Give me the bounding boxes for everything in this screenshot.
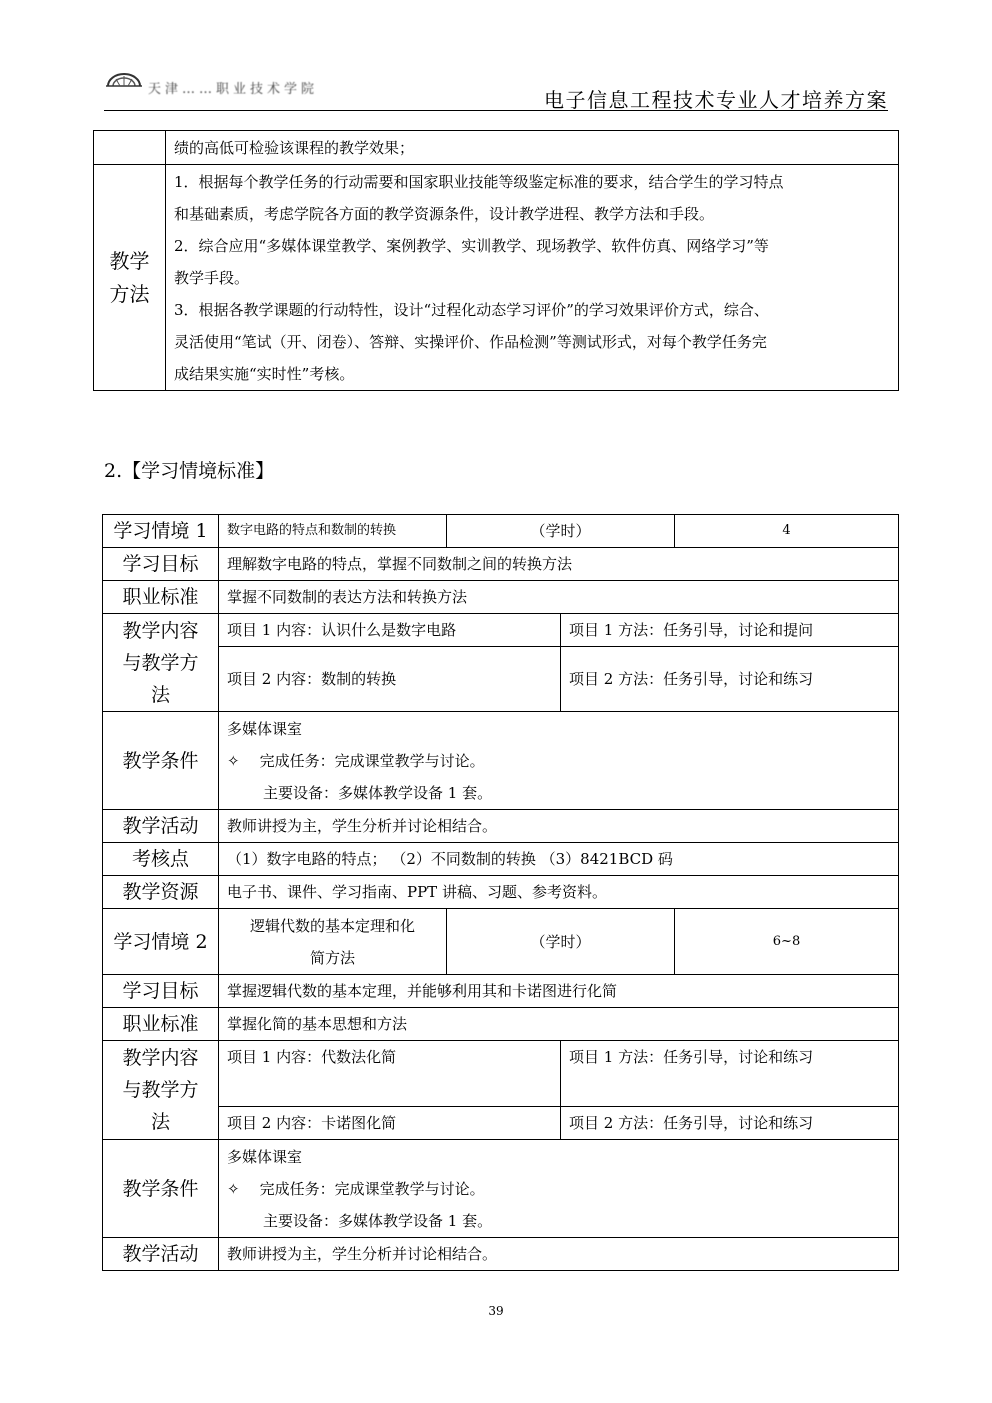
method-line: 教学手段。 (174, 268, 250, 287)
situation-1-hours-label: （学时） (447, 515, 675, 548)
table-row (103, 548, 899, 581)
teaching-method-label: 教学 方法 (94, 165, 166, 391)
situation-1-hours: 4 (675, 515, 899, 548)
situation-2-header-row (103, 909, 899, 975)
method-line: 成结果实施“实时性”考核。 (174, 364, 355, 383)
table-row (103, 1008, 899, 1041)
condition-room: 多媒体课室 (227, 1147, 303, 1166)
item-1-method: 项目 1 方法：任务引导，讨论和提问 (561, 614, 899, 647)
activity-label: 教学活动 (103, 810, 219, 843)
conditions-label: 教学条件 (103, 712, 219, 810)
goal-label: 学习目标 (103, 548, 219, 581)
header-rule (104, 110, 888, 111)
assessment-text: （1）数字电路的特点； （2）不同数制的转换 （3）8421BCD 码 (219, 843, 899, 876)
standard-text: 掌握化简的基本思想和方法 (219, 1008, 899, 1041)
item-1-content: 项目 1 内容：认识什么是数字电路 (219, 614, 561, 647)
method-line: 3．根据各教学课题的行动特性，设计“过程化动态学习评价”的学习效果评价方式，综合、 (174, 300, 769, 319)
item-2-content: 项目 2 内容：数制的转换 (219, 647, 561, 712)
table-row (103, 1107, 899, 1140)
table-row (94, 131, 899, 165)
page-number: 39 (488, 1304, 504, 1318)
situation-2-hours-label: （学时） (447, 909, 675, 975)
item-1-method: 项目 1 方法：任务引导，讨论和练习 (561, 1041, 899, 1107)
method-line: 1．根据每个教学任务的行动需要和国家职业技能等级鉴定标准的要求，结合学生的学习特点 (174, 172, 784, 191)
item-2-method: 项目 2 方法：任务引导，讨论和练习 (561, 1107, 899, 1140)
conditions-label: 教学条件 (103, 1140, 219, 1238)
situation-2-label: 学习情境 2 (103, 909, 219, 975)
method-line: 2．综合应用“多媒体课堂教学、案例教学、实训教学、现场教学、软件仿真、网络学习”等 (174, 236, 769, 255)
resources-text: 电子书、课件、学习指南、PPT 讲稿、习题、参考资料。 (219, 876, 899, 909)
content-method-label: 教学内容 与教学方 法 (103, 614, 219, 712)
learning-situation-table (102, 514, 899, 1271)
activity-text: 教师讲授为主，学生分析并讨论相结合。 (219, 1238, 899, 1271)
table-row (103, 712, 899, 810)
condition-task: ✧ 完成任务：完成课堂教学与讨论。 (227, 751, 485, 770)
situation-2-name: 逻辑代数的基本定理和化 简方法 (219, 909, 447, 975)
condition-equipment: 主要设备：多媒体教学设备 1 套。 (263, 1211, 493, 1230)
diamond-bullet-icon: ✧ (227, 751, 240, 770)
situation-2-hours: 6~8 (675, 909, 899, 975)
content-method-label: 教学内容 与教学方 法 (103, 1041, 219, 1140)
goal-label: 学习目标 (103, 975, 219, 1008)
condition-equipment: 主要设备：多媒体教学设备 1 套。 (263, 783, 493, 802)
situation-1-header-row (103, 515, 899, 548)
table-row (103, 1238, 899, 1271)
document-header-title: 电子信息工程技术专业人才培养方案 (544, 88, 888, 112)
table-row (103, 975, 899, 1008)
conditions-text (219, 712, 899, 810)
table-row (103, 876, 899, 909)
teaching-method-content (166, 165, 899, 391)
activity-label: 教学活动 (103, 1238, 219, 1271)
assessment-label: 考核点 (103, 843, 219, 876)
table-row (103, 1140, 899, 1238)
item-1-content: 项目 1 内容：代数法化简 (219, 1041, 561, 1107)
resources-label: 教学资源 (103, 876, 219, 909)
empty-label-cell (94, 131, 166, 165)
table-row (103, 581, 899, 614)
situation-1-label: 学习情境 1 (103, 515, 219, 548)
situation-1-name: 数字电路的特点和数制的转换 (219, 515, 447, 548)
standard-label: 职业标准 (103, 581, 219, 614)
school-logo-text: 天津……职业技术学院 (148, 82, 319, 97)
table-row (94, 165, 899, 391)
item-2-content: 项目 2 内容：卡诺图化简 (219, 1107, 561, 1140)
standard-text: 掌握不同数制的表达方法和转换方法 (219, 581, 899, 614)
method-line: 灵活使用“笔试（开、闭卷）、答辩、实操评价、作品检测”等测试形式，对每个教学任务完 (174, 332, 767, 351)
item-2-method: 项目 2 方法：任务引导，讨论和练习 (561, 647, 899, 712)
table-row (103, 614, 899, 647)
teaching-method-table (93, 130, 899, 391)
method-line: 和基础素质，考虑学院各方面的教学资源条件，设计教学进程、教学方法和手段。 (174, 204, 715, 223)
condition-room: 多媒体课室 (227, 719, 303, 738)
table-row (103, 647, 899, 712)
continuation-text: 绩的高低可检验该课程的教学效果； (166, 131, 899, 165)
condition-task: ✧ 完成任务：完成课堂教学与讨论。 (227, 1179, 485, 1198)
table-row (103, 843, 899, 876)
goal-text: 掌握逻辑代数的基本定理，并能够利用其和卡诺图进行化简 (219, 975, 899, 1008)
diamond-bullet-icon: ✧ (227, 1179, 240, 1198)
activity-text: 教师讲授为主，学生分析并讨论相结合。 (219, 810, 899, 843)
standard-label: 职业标准 (103, 1008, 219, 1041)
goal-text: 理解数字电路的特点，掌握不同数制之间的转换方法 (219, 548, 899, 581)
conditions-text (219, 1140, 899, 1238)
section-title: 2.【学习情境标准】 (104, 460, 275, 482)
table-row (103, 1041, 899, 1107)
table-row (103, 810, 899, 843)
school-logo-icon (104, 72, 144, 88)
